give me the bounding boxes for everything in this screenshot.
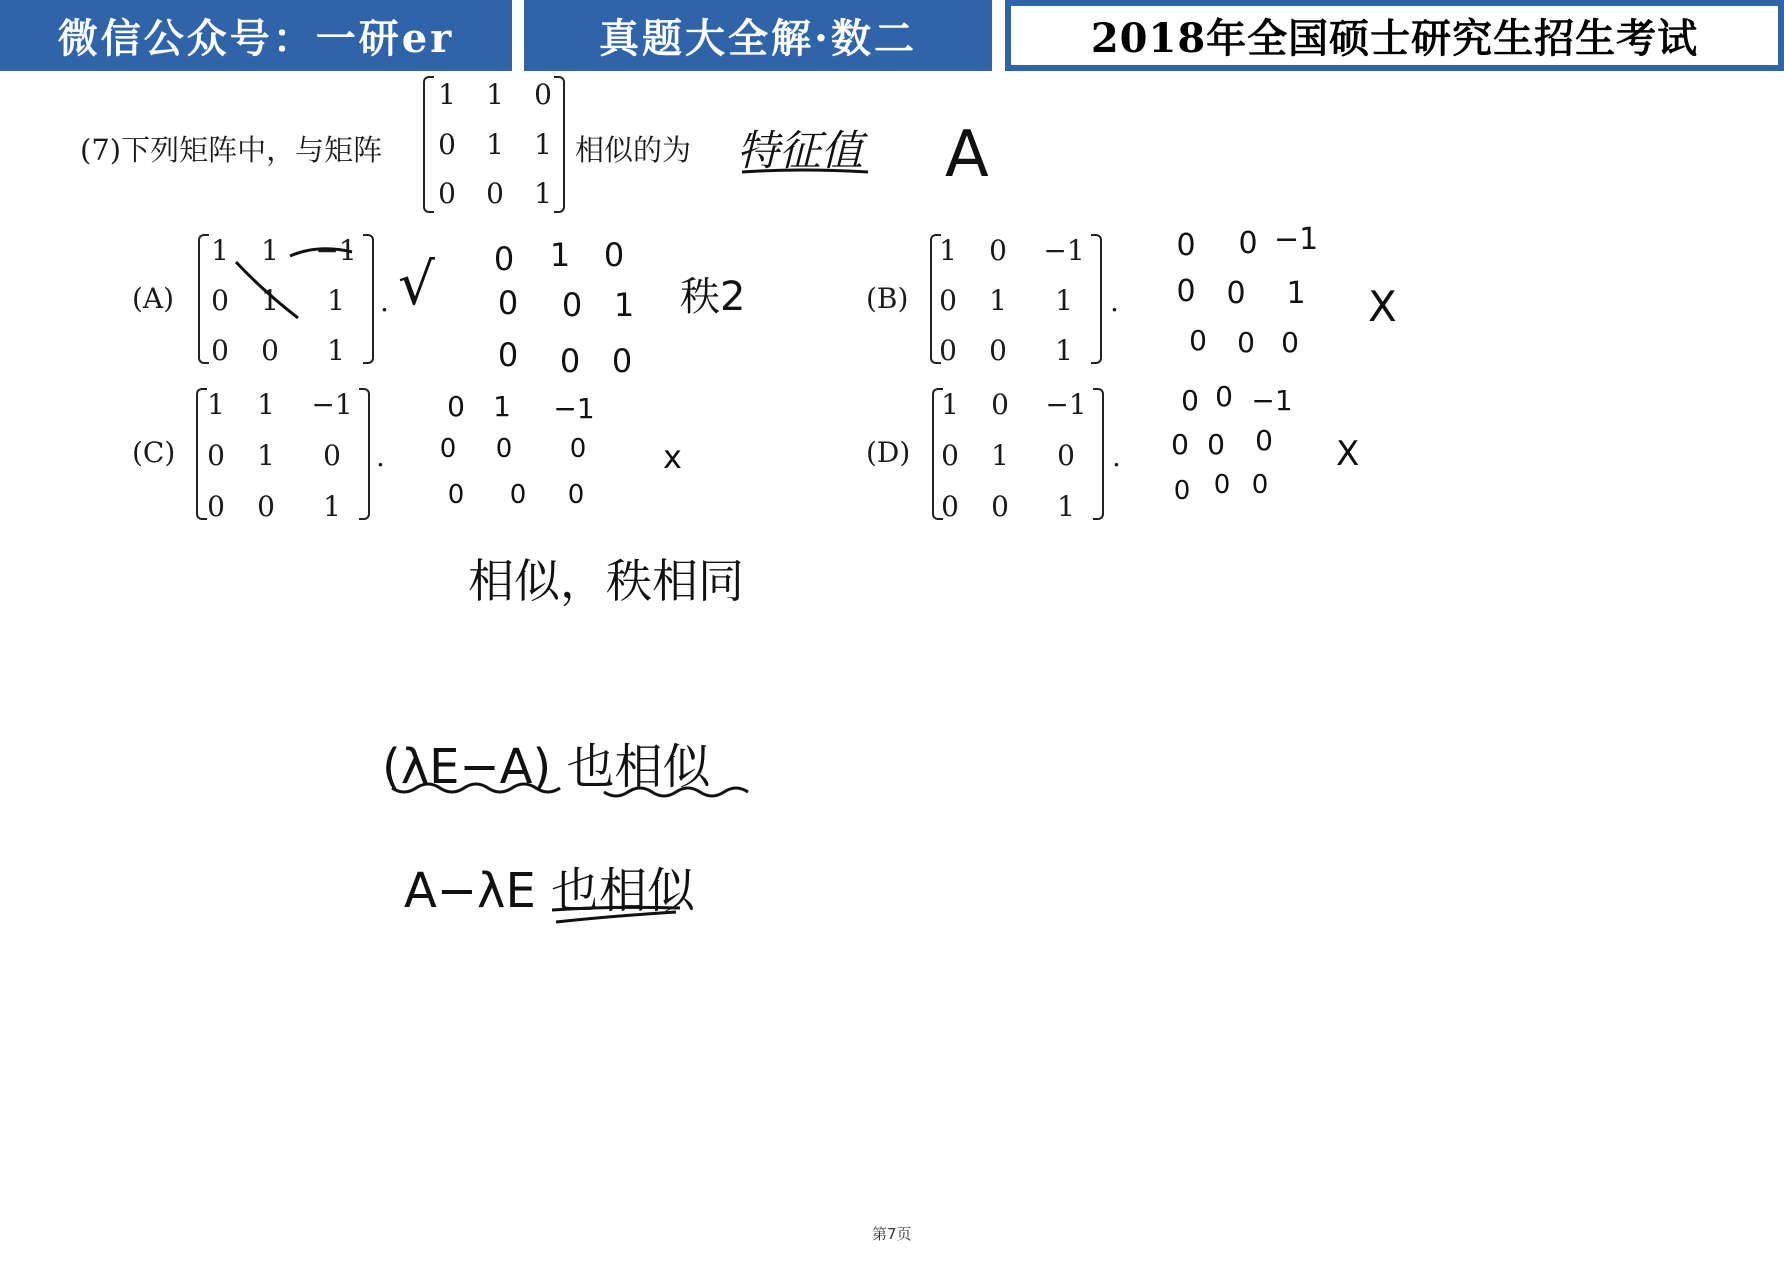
work-cell: 0 [1207,428,1225,461]
bracket-right [359,388,370,520]
work-cell: 0 [1238,226,1258,261]
matrix-cell: −1 [1043,234,1085,267]
matrix-cell: 0 [323,439,341,472]
option-b-matrix [930,234,1102,367]
option-d-cross-mark: X [1336,434,1360,474]
matrix-cell: 0 [211,334,229,367]
work-cell: 0 [1251,470,1269,500]
work-cell: 1 [549,236,571,274]
option-b-work-matrix [1170,222,1320,368]
header-title-right: 2018年全国硕士研究生招生考试 [1005,0,1784,71]
note-a-minus-lambda-e: A−λE 也相似 [404,863,696,919]
work-cell: 0 [447,480,465,510]
work-cell: 0 [1213,470,1231,500]
option-d-period: . [1112,440,1121,473]
option-d-label: (D) [866,436,911,469]
matrix-cell: 0 [207,439,225,472]
matrix-cell: 1 [534,177,552,210]
page-number: 第7页 [872,1225,912,1243]
question-matrix [423,76,565,213]
work-cell: −1 [1274,222,1319,257]
bracket-right [363,234,374,364]
matrix-cell: 1 [261,234,279,267]
work-cell: 0 [1226,276,1246,311]
question-suffix: 相似的为 [575,133,692,167]
matrix-cell: 0 [486,177,504,210]
work-cell: −1 [553,392,595,425]
matrix-cell: 1 [991,439,1009,472]
work-cell: 0 [497,284,519,322]
matrix-cell: 0 [941,439,959,472]
option-c-period: . [376,440,385,473]
work-cell: 0 [493,240,515,278]
matrix-cell: 1 [534,128,552,161]
matrix-cell: 1 [261,284,279,317]
option-a-check-mark: √ [398,250,435,318]
matrix-cell: 1 [486,128,504,161]
matrix-cell: 1 [211,234,229,267]
option-d-matrix [932,388,1104,523]
option-a-period: . [380,285,389,318]
work-cell: 0 [559,342,581,380]
work-cell: −1 [1251,384,1293,417]
matrix-cell: 1 [207,388,225,421]
work-cell: 0 [497,336,519,374]
work-cell: 1 [1286,276,1306,311]
option-c-work-matrix [430,384,600,524]
work-cell: 0 [1176,228,1196,263]
matrix-cell: 0 [534,78,552,111]
matrix-cell: 0 [989,334,1007,367]
work-cell: 0 [1176,274,1196,309]
note-lambda-e-minus-a: (λE−A) 也相似 [382,739,711,795]
matrix-cell: 1 [989,284,1007,317]
matrix-cell: 1 [486,78,504,111]
matrix-cell: −1 [1045,388,1087,421]
work-cell: 0 [509,480,527,510]
matrix-cell: 0 [438,177,456,210]
question-prefix: (7)下列矩阵中，与矩阵 [80,133,383,167]
work-cell: 0 [569,434,587,464]
work-cell: 0 [439,434,457,464]
work-cell: 1 [613,286,635,324]
option-c-cross-mark: x [663,438,682,476]
work-cell: 0 [611,342,633,380]
work-cell: 0 [1215,380,1233,413]
matrix-cell: 1 [1055,284,1073,317]
matrix-cell: 1 [939,234,957,267]
note-similar-rank: 相似，秩相同 [468,554,744,608]
matrix-cell: 1 [327,334,345,367]
work-cell: 0 [1171,428,1189,461]
work-cell: 0 [1281,326,1299,359]
matrix-cell: 0 [261,334,279,367]
option-a-work-matrix [490,236,640,380]
work-cell: 0 [495,434,513,464]
matrix-cell: 0 [989,234,1007,267]
matrix-cell: 1 [257,388,275,421]
work-cell: 0 [1237,326,1255,359]
matrix-cell: 1 [1055,334,1073,367]
work-cell: 0 [1181,384,1199,417]
handwritten-answer: A [945,118,989,192]
work-cell: 0 [1173,476,1191,506]
option-a-label: (A) [132,282,175,315]
option-d-work-matrix [1160,380,1320,524]
matrix-cell: 0 [257,490,275,523]
matrix-cell: 1 [327,284,345,317]
matrix-cell: −1 [311,388,353,421]
matrix-cell: 0 [211,284,229,317]
bracket-right [1093,388,1104,520]
matrix-cell: 0 [991,490,1009,523]
work-cell: 0 [1255,424,1273,457]
matrix-cell: 0 [941,490,959,523]
matrix-cell: 0 [939,284,957,317]
matrix-cell: 0 [207,490,225,523]
matrix-cell: 1 [1057,490,1075,523]
work-cell: 1 [493,390,511,423]
option-a-rank-note: 秩2 [680,274,746,320]
matrix-cell: 1 [438,78,456,111]
matrix-cell: 0 [991,388,1009,421]
option-b-label: (B) [866,282,909,315]
work-cell: 0 [447,390,465,423]
work-cell: 0 [561,286,583,324]
option-c-label: (C) [132,436,176,469]
matrix-cell: 0 [939,334,957,367]
work-cell: 0 [603,236,625,274]
header-title-left: 微信公众号：一研er [0,0,512,71]
bracket-right [1091,234,1102,364]
option-c-matrix [196,388,370,523]
header-title-middle: 真题大全解·数二 [524,0,992,71]
matrix-cell: 0 [438,128,456,161]
matrix-cell: 0 [1057,439,1075,472]
work-cell: 0 [567,480,585,510]
option-b-period: . [1110,285,1119,318]
matrix-cell: 1 [941,388,959,421]
matrix-cell: 1 [257,439,275,472]
handwritten-note-eigenvalue: 特征值 [737,126,864,175]
option-b-cross-mark: X [1368,282,1397,331]
matrix-cell: −1 [315,234,357,267]
work-cell: 0 [1189,324,1207,357]
option-a-matrix [198,234,374,367]
matrix-cell: 1 [323,490,341,523]
